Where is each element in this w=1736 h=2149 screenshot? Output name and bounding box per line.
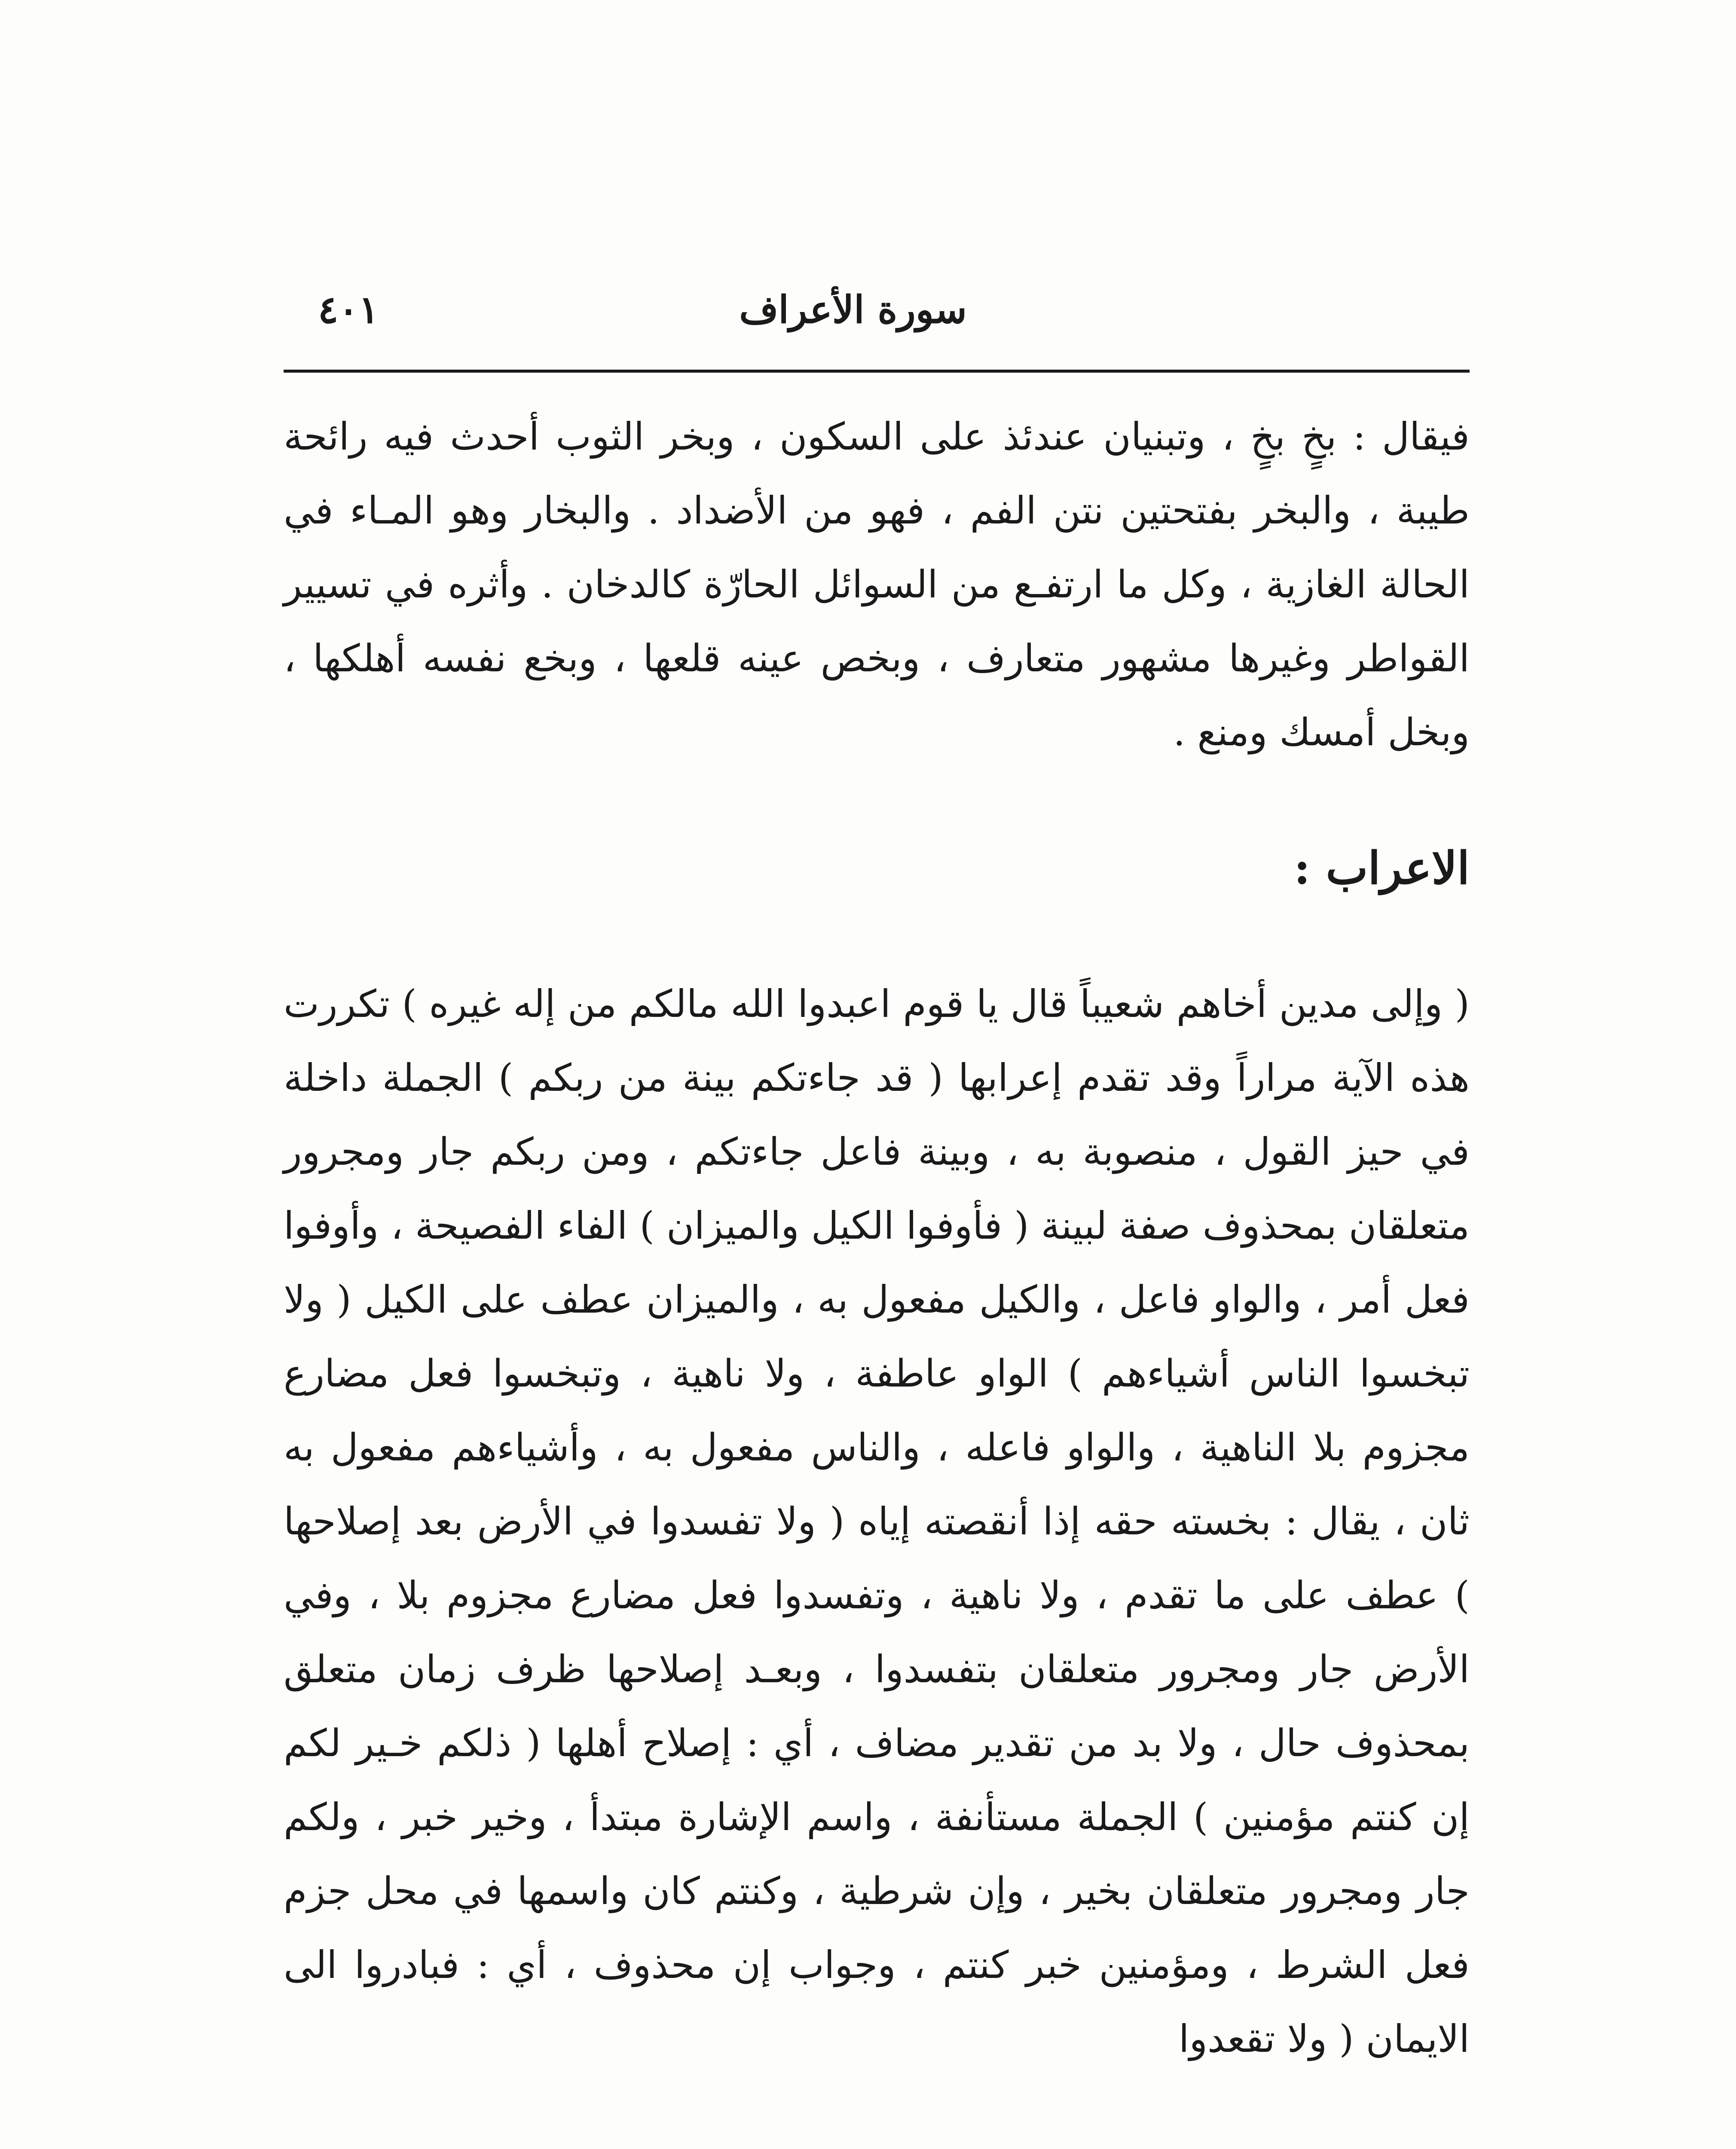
running-header [284,275,1470,344]
intro-section [284,400,1470,769]
intro-paragraph: فيقال : بخٍ بخٍ ، وتبنيان عندئذ على السكون ، وبخر الثوب أحدث فيه رائحة طيبة ، والبخر بفتحتين نتن الفم ، فهو من الأضداد . والبخار وهو المـاء في الحالة الغازية ، وكل ما ارتفـع من السوائل الحارّة كالدخان . وأثره في تسيير القواطر وغيرها مشهور متعارف ، وبخص عينه قلعها ، وبخع نفسه أهلكها ، وبخل أمسك ومنع . [284,414,1470,754]
header-rule [284,370,1470,373]
page-number: ٤٠١ [318,287,379,332]
grammar-analysis-section [284,967,1470,2076]
section-heading: الاعراب : [1293,842,1470,894]
grammar-analysis-paragraph: ( وإلى مدين أخاهم شعيباً قال يا قوم اعبدوا الله مالكم من إله غيره ) تكررت هذه الآية مراراً وقد تقدم إعرابها ( قد جاءتكم بينة من ربكم ) الجملة داخلة في حيز القول ، منصوبة به ، وبينة فاعل جاءتكم ، ومن ربكم جار ومجرور متعلقان بمحذوف صفة لبينة ( فأوفوا الكيل والميزان ) الفاء الفصيحة ، وأوفوا فعل أمر ، والواو فاعل ، والكيل مفعول به ، والميزان عطف على الكيل ( ولا تبخسوا الناس أشياءهم ) الواو عاطفة ، ولا ناهية ، وتبخسوا فعل مضارع مجزوم بلا الناهية ، والواو فاعله ، والناس مفعول به ، وأشياءهم مفعول به ثان ، يقال : بخسته حقه إذا أنقصته إياه ( ولا تفسدوا في الأرض بعد إصلاحها ) عطف على ما تقدم ، ولا ناهية ، وتفسدوا فعل مضارع مجزوم بلا ، وفي الأرض جار ومجرور متعلقان بتفسدوا ، وبعـد إصلاحها ظرف زمان متعلق بمحذوف حال ، ولا بد من تقدير مضاف ، أي : إصلاح أهلها ( ذلكم خـير لكم إن كنتم مؤمنين ) الجملة مستأنفة ، واسم الإشارة مبتدأ ، وخير خبر ، ولكم جار ومجرور متعلقان بخير ، وإن شرطية ، وكنتم كان واسمها في محل جزم فعل الشرط ، ومؤمنين خبر كنتم ، وجواب إن محذوف ، أي : فبادروا الى الايمان ( ولا تقعدوا [284,982,1470,2061]
surah-title: سورة الأعراف [739,287,967,332]
